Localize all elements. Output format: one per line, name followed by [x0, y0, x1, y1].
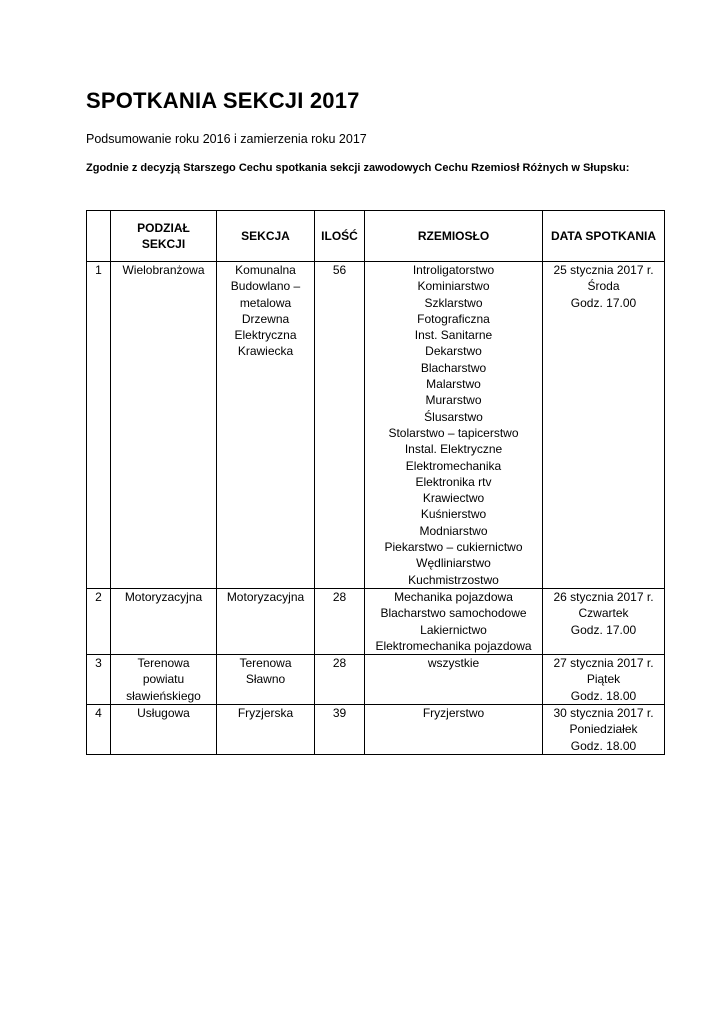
- table-row: [87, 588, 665, 654]
- cell-section-line: Terenowa: [239, 656, 292, 671]
- cell-crafts-line: Blacharstwo: [420, 360, 487, 375]
- cell-crafts-line: Fotograficzna: [417, 311, 490, 326]
- cell-count: 39: [315, 705, 365, 755]
- cell-crafts-line: Elektromechanika pojazdowa: [375, 638, 532, 653]
- cell-meeting-date: [543, 262, 665, 589]
- cell-section-line: Komunalna: [235, 263, 296, 277]
- cell-section: [217, 262, 315, 589]
- cell-crafts: [365, 588, 543, 654]
- cell-meeting-date-line: Godz. 17.00: [570, 622, 637, 637]
- header-count: ILOŚĆ: [315, 211, 365, 262]
- table-body: [87, 262, 665, 755]
- cell-section-line: Elektryczna: [234, 328, 297, 343]
- cell-crafts-line: Ślusarstwo: [424, 409, 483, 424]
- cell-crafts-line: Blacharstwo samochodowe: [380, 606, 527, 621]
- decision-note: Zgodnie z decyzją Starszego Cechu spotkania sekcji zawodowych Cechu Rzemiosł Różnych w Słupsku:: [86, 162, 630, 174]
- cell-count: 28: [315, 588, 365, 654]
- cell-meeting-date-line: Czwartek: [578, 606, 629, 621]
- cell-division: [111, 262, 217, 589]
- cell-crafts-line: Kominiarstwo: [417, 279, 490, 294]
- cell-division-line: Usługowa: [137, 706, 190, 721]
- cell-crafts-line: Krawiectwo: [422, 491, 485, 506]
- cell-section-line: metalowa: [239, 295, 292, 310]
- table-row: [87, 705, 665, 755]
- cell-meeting-date-line: Środa: [587, 279, 620, 294]
- cell-crafts: [365, 655, 543, 705]
- cell-meeting-date-line: 27 stycznia 2017 r.: [553, 656, 654, 671]
- cell-division-line: Motoryzacyjna: [124, 589, 203, 604]
- cell-crafts-line: Elektromechanika: [405, 458, 502, 473]
- cell-section-line: Motoryzacyjna: [226, 589, 305, 604]
- cell-section: [217, 588, 315, 654]
- header-section: SEKCJA: [217, 211, 315, 262]
- cell-crafts-line: Piekarstwo – cukiernictwo: [384, 540, 523, 555]
- table-row: [87, 262, 665, 589]
- cell-meeting-date-line: Poniedziałek: [569, 722, 638, 737]
- cell-crafts-line: Modniarstwo: [419, 523, 488, 538]
- sections-table: [86, 210, 665, 755]
- page-subtitle: Podsumowanie roku 2016 i zamierzenia roku 2017: [86, 132, 367, 146]
- cell-division-line: Wielobranżowa: [122, 263, 205, 277]
- cell-section-line: Krawiecka: [237, 344, 294, 359]
- cell-crafts-line: Instal. Elektryczne: [404, 442, 503, 457]
- cell-number: 2: [87, 588, 111, 654]
- header-crafts: RZEMIOSŁO: [365, 211, 543, 262]
- cell-crafts-line: Mechanika pojazdowa: [394, 589, 513, 604]
- cell-division-line: powiatu: [142, 672, 185, 687]
- cell-crafts-line: Inst. Sanitarne: [414, 328, 493, 343]
- cell-crafts-line: Murarstwo: [425, 393, 482, 408]
- cell-crafts: [365, 705, 543, 755]
- table-header-row: [87, 211, 665, 262]
- table-row: [87, 655, 665, 705]
- cell-crafts-line: Szklarstwo: [424, 295, 483, 310]
- cell-meeting-date-line: Godz. 17.00: [570, 295, 637, 310]
- cell-crafts: [365, 262, 543, 589]
- cell-number: 1: [87, 262, 111, 589]
- cell-division: [111, 705, 217, 755]
- cell-meeting-date: [543, 655, 665, 705]
- cell-crafts-line: wszystkie: [427, 656, 480, 671]
- cell-division-line: Terenowa: [137, 656, 190, 671]
- cell-division: [111, 588, 217, 654]
- cell-number: 3: [87, 655, 111, 705]
- cell-number: 4: [87, 705, 111, 755]
- cell-crafts-line: Malarstwo: [426, 377, 481, 392]
- cell-crafts-line: Dekarstwo: [425, 344, 482, 359]
- cell-crafts-line: Fryzjerstwo: [422, 706, 485, 721]
- cell-section-line: Fryzjerska: [237, 706, 294, 721]
- page-title: SPOTKANIA SEKCJI 2017: [86, 88, 360, 113]
- cell-meeting-date-line: 30 stycznia 2017 r.: [553, 706, 654, 721]
- cell-crafts-line: Kuchmistrzostwo: [408, 572, 499, 587]
- cell-section-line: Drzewna: [241, 311, 290, 326]
- cell-section-line: Sławno: [245, 672, 286, 687]
- cell-meeting-date-line: 25 stycznia 2017 r.: [553, 263, 654, 277]
- cell-section-line: Budowlano –: [230, 279, 301, 294]
- cell-count: 56: [315, 262, 365, 589]
- cell-division-line: sławieńskiego: [126, 688, 201, 703]
- cell-crafts-line: Wędliniarstwo: [416, 556, 491, 571]
- cell-section: [217, 705, 315, 755]
- header-division: PODZIAŁ SEKCJI: [111, 211, 217, 262]
- header-number: [87, 211, 111, 262]
- header-meeting-date: DATA SPOTKANIA: [543, 211, 665, 262]
- cell-crafts-line: Stolarstwo – tapicerstwo: [388, 425, 519, 440]
- cell-meeting-date: [543, 705, 665, 755]
- cell-crafts-line: Kuśnierstwo: [420, 507, 487, 522]
- cell-count: 28: [315, 655, 365, 705]
- cell-section: [217, 655, 315, 705]
- cell-meeting-date-line: Godz. 18.00: [570, 738, 637, 753]
- cell-meeting-date-line: Piątek: [586, 672, 621, 687]
- cell-crafts-line: Introligatorstwo: [412, 263, 495, 277]
- cell-crafts-line: Lakiernictwo: [420, 622, 487, 637]
- cell-meeting-date: [543, 588, 665, 654]
- cell-division: [111, 655, 217, 705]
- cell-crafts-line: Elektronika rtv: [415, 474, 492, 489]
- cell-meeting-date-line: 26 stycznia 2017 r.: [553, 589, 654, 604]
- cell-meeting-date-line: Godz. 18.00: [570, 688, 637, 703]
